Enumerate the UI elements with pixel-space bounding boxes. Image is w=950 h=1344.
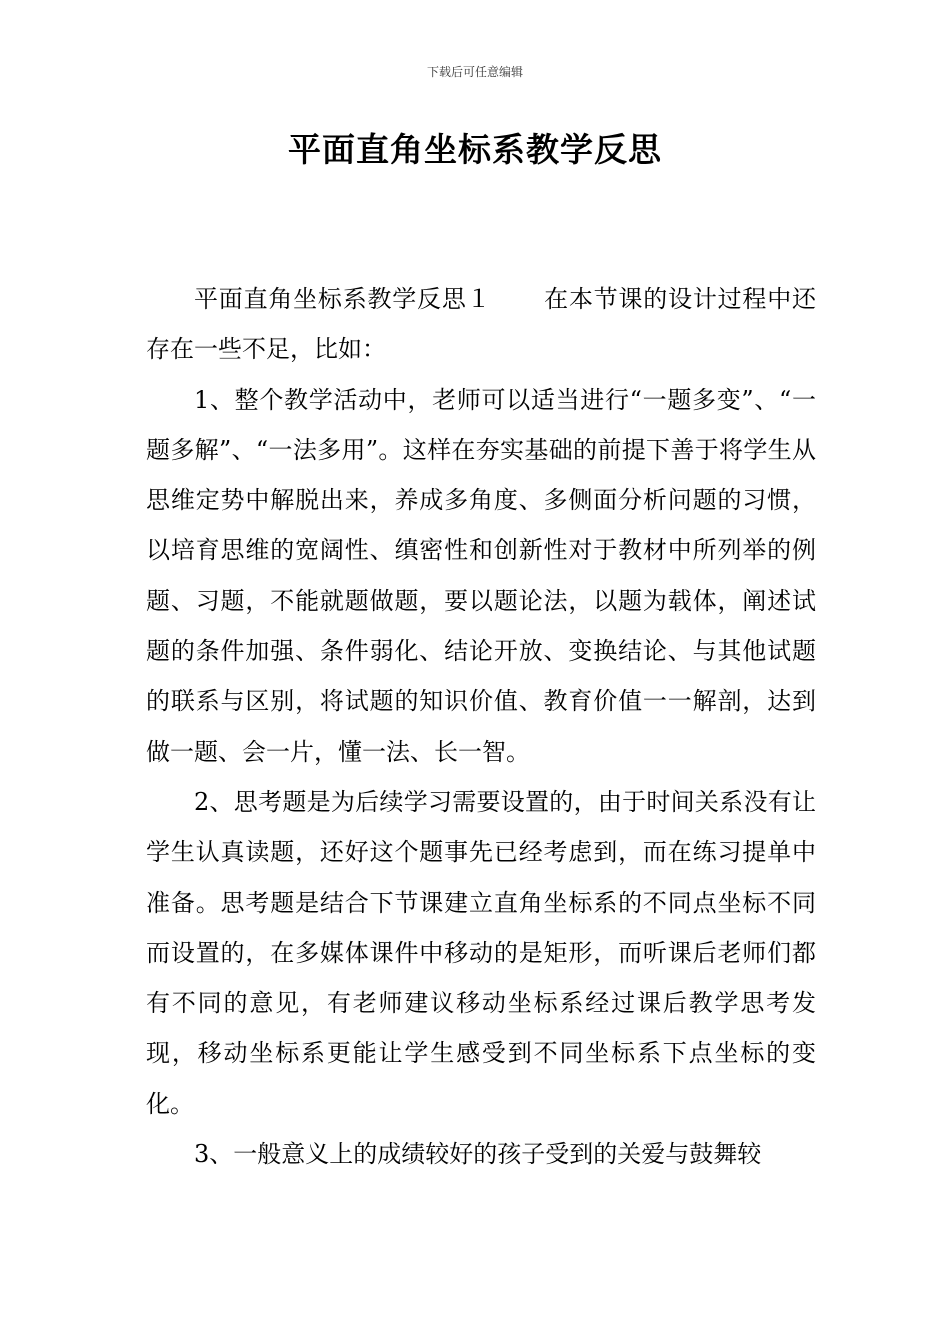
intro-text: 在本节课的设计过程中还存在一些不足，比如： — [146, 285, 816, 364]
paragraph-intro — [146, 274, 816, 375]
header-note: 下载后可任意编辑 — [426, 65, 523, 79]
paragraph-point-3: 3、一般意义上的成绩较好的孩子受到的关爱与鼓舞较 — [194, 1140, 762, 1169]
paragraph-point-1: 1、整个教学活动中，老师可以适当进行“一题多变”、“一题多解”、“一法多用”。这样在夯实基础的前提下善于将学生从思维定势中解脱出来，养成多角度、多侧面分析问题的习惯，以培育思维的宽阔性、缜密性和创新性对于教材中所列举的例题、习题，不能就题做题，要以题论法，以题为载体，阐述试题的条件加强、条件弱化、结论开放、变换结论、与其他试题的联系与区别，将试题的知识价值、教育价值一一解剖，达到做一题、会一片，懂一法、长一智。 — [146, 385, 816, 766]
document-body — [146, 274, 816, 1179]
intro-lead: 平面直角坐标系教学反思１ — [194, 285, 492, 313]
paragraph-point-2: 2、思考题是为后续学习需要设置的，由于时间关系没有让学生认真读题，还好这个题事先已经考虑到，而在练习提单中准备。思考题是结合下节课建立直角坐标系的不同点坐标不同而设置的，在多媒体课件中移动的是矩形，而听课后老师们都有不同的意见，有老师建议移动坐标系经过课后教学思考发现，移动坐标系更能让学生感受到不同坐标系下点坐标的变化。 — [146, 787, 816, 1118]
document-title: 平面直角坐标系教学反思 — [288, 130, 662, 169]
